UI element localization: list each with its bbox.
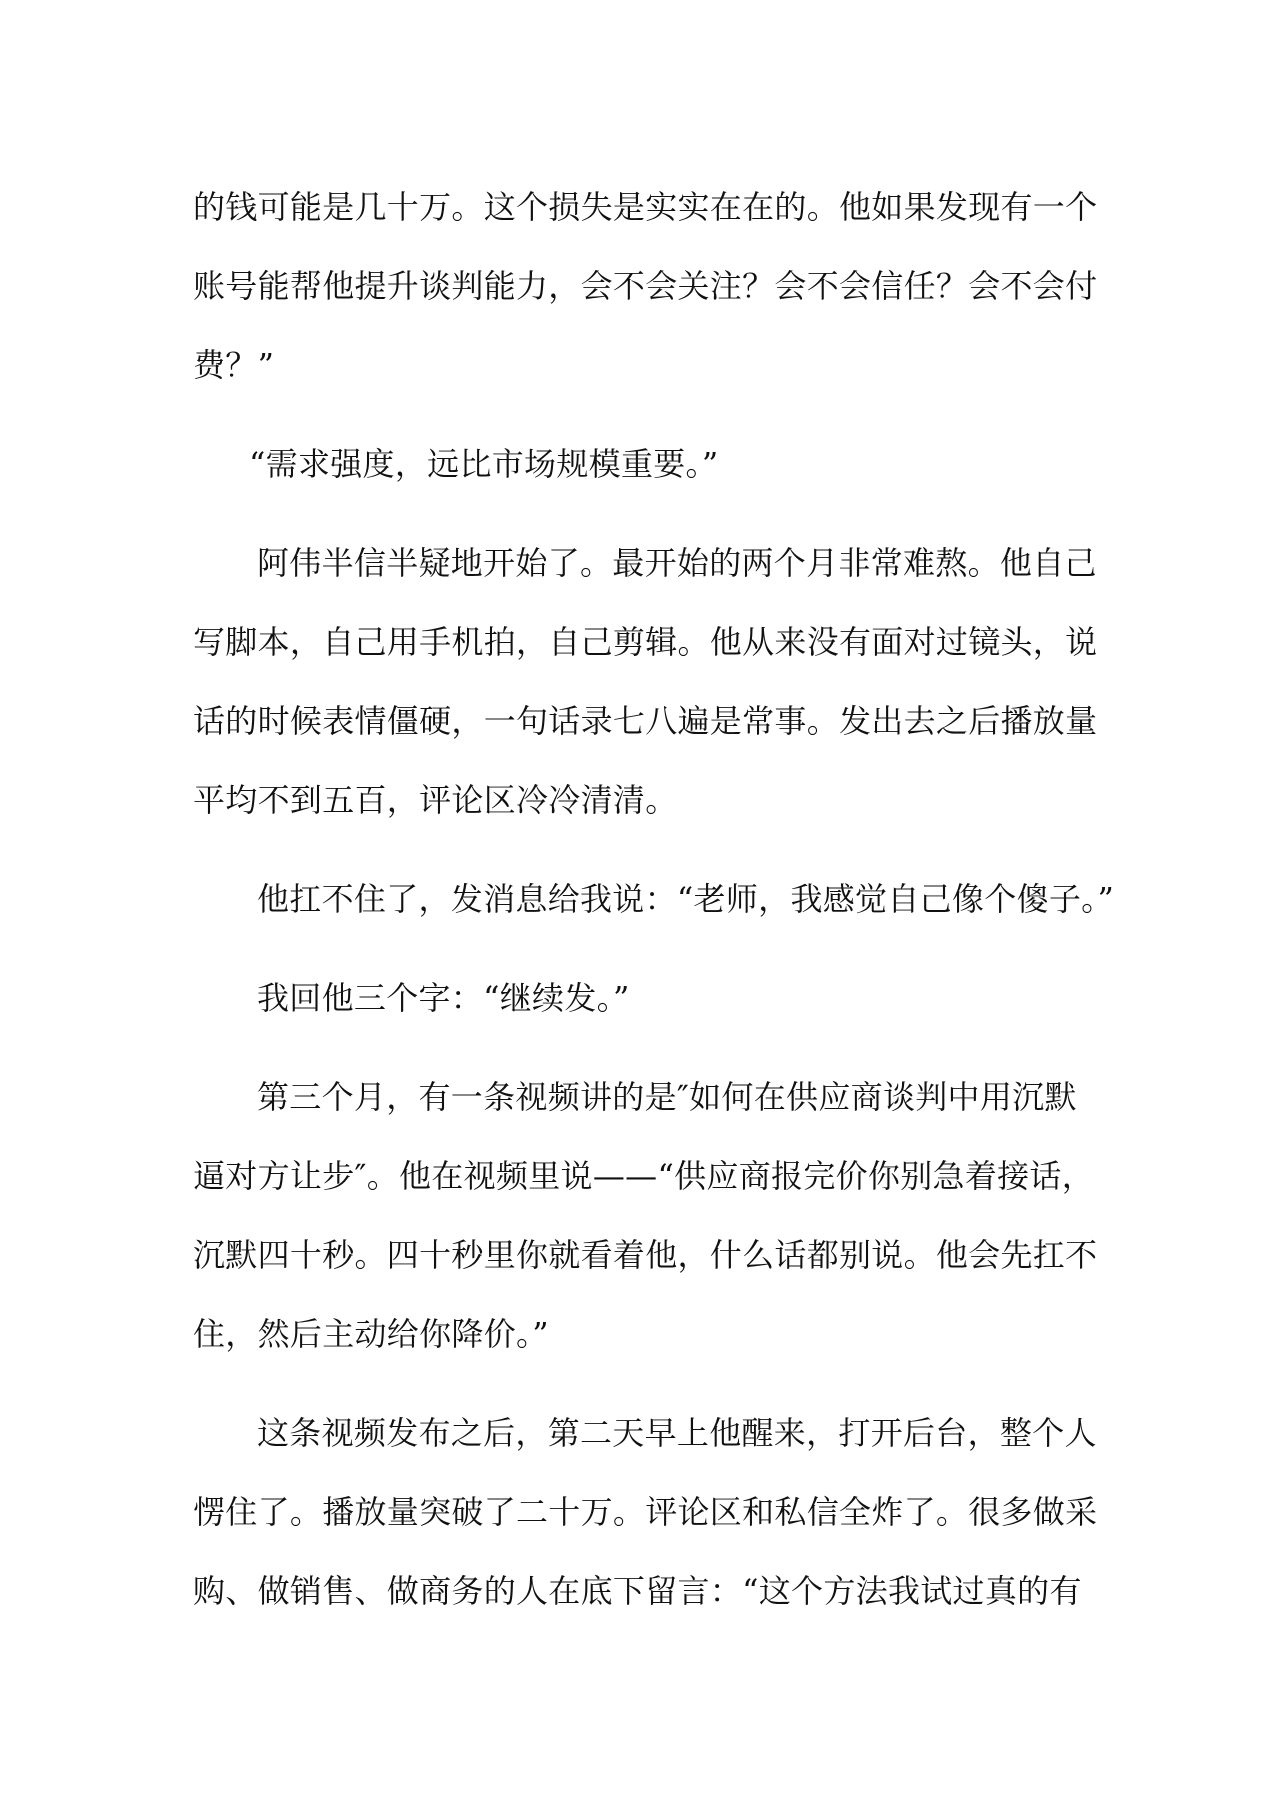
paragraph-spacing: [193, 939, 1083, 959]
text-line: 阿伟半信半疑地开始了。最开始的两个月非常难熬。他自己: [257, 544, 1097, 582]
text-line: “需求强度，远比市场规模重要。”: [249, 445, 719, 483]
body-text: [193, 168, 1115, 1631]
text-line: 账号能帮他提升谈判能力，会不会关注？会不会信任？会不会付: [193, 267, 1098, 305]
paragraph-1: [193, 168, 1098, 405]
paragraph-2: [193, 425, 1083, 504]
paragraph-spacing: [193, 1374, 1083, 1394]
text-line: 的钱可能是几十万。这个损失是实实在在的。他如果发现有一个: [193, 188, 1098, 226]
paragraph-6: [193, 1058, 1098, 1374]
paragraph-spacing: [193, 405, 1083, 425]
paragraph-spacing: [193, 1038, 1083, 1058]
paragraph-spacing: [193, 840, 1083, 860]
text-line: 平均不到五百，评论区冷冷清清。: [193, 781, 678, 819]
text-line: 住，然后主动给你降价。”: [193, 1315, 549, 1353]
text-line: 购、做销售、做商务的人在底下留言：“这个方法我试过真的有: [193, 1572, 1082, 1610]
paragraph-3: [193, 524, 1098, 840]
text-line: 这条视频发布之后，第二天早上他醒来，打开后台，整个人: [257, 1414, 1097, 1452]
text-line: 愣住了。播放量突破了二十万。评论区和私信全炸了。很多做采: [193, 1493, 1098, 1531]
paragraph-spacing: [193, 504, 1083, 524]
text-line: 第三个月，有一条视频讲的是″如何在供应商谈判中用沉默: [257, 1078, 1077, 1116]
text-line: 逼对方让步″。他在视频里说——“供应商报完价你别急着接话，: [193, 1157, 1095, 1195]
text-line: 我回他三个字：“继续发。”: [257, 979, 630, 1017]
text-line: 他扛不住了，发消息给我说：“老师，我感觉自己像个傻子。”: [257, 880, 1115, 918]
paragraph-4: [193, 860, 1115, 939]
text-line: 费？”: [193, 346, 275, 384]
text-line: 写脚本，自己用手机拍，自己剪辑。他从来没有面对过镜头，说: [193, 623, 1098, 661]
paragraph-7: [193, 1394, 1098, 1631]
text-line: 话的时候表情僵硬，一句话录七八遍是常事。发出去之后播放量: [193, 702, 1098, 740]
text-line: 沉默四十秒。四十秒里你就看着他，什么话都别说。他会先扛不: [193, 1236, 1098, 1274]
paragraph-5: [193, 959, 1083, 1038]
